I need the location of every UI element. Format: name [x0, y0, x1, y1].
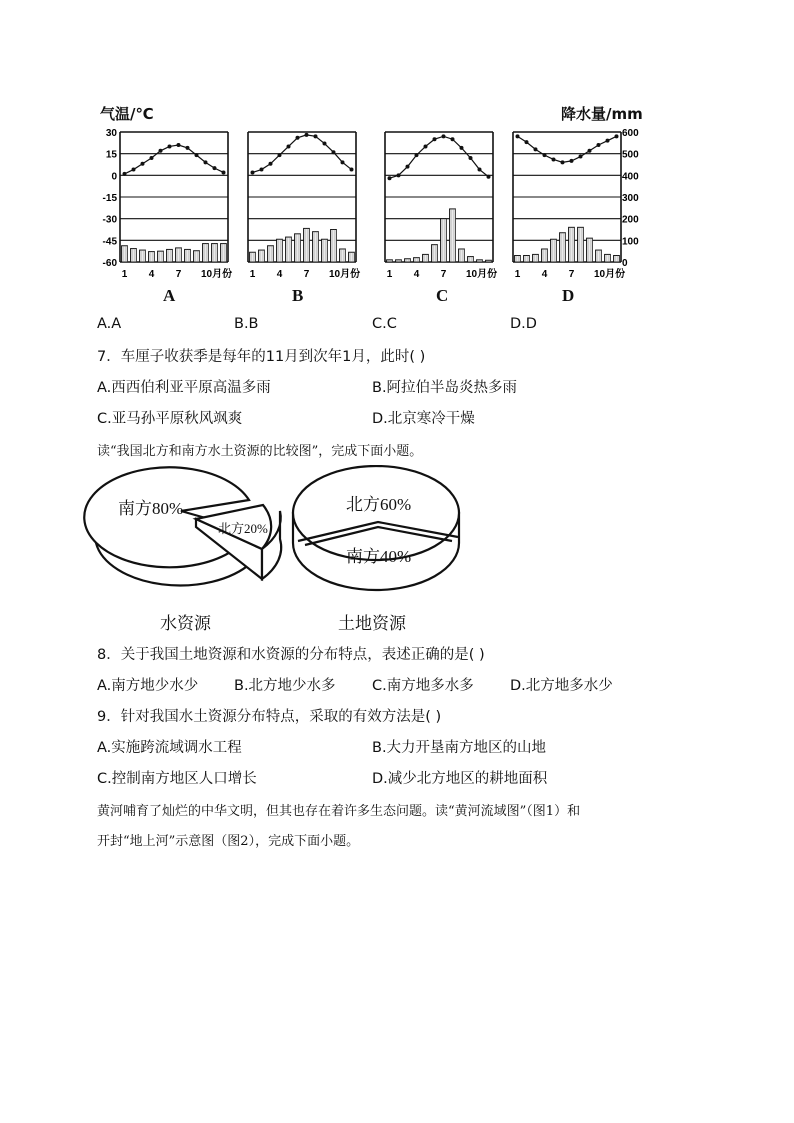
- water-north-label: 北方20%: [218, 521, 268, 536]
- temperature-point: [213, 166, 217, 170]
- precip-bar: [286, 237, 292, 262]
- precip-bar: [405, 259, 411, 262]
- temperature-point: [397, 173, 401, 177]
- q9-option-c[interactable]: C.控制南方地区人口增长: [97, 771, 257, 787]
- precip-bar: [551, 239, 557, 262]
- land-resource-pie: [293, 466, 459, 590]
- precip-bar: [441, 219, 447, 262]
- precip-bar: [396, 260, 402, 262]
- precip-tick-label: 300: [622, 193, 639, 204]
- precip-bar: [432, 245, 438, 262]
- month-tick-label: 1: [386, 269, 393, 280]
- temperature-point: [424, 144, 428, 148]
- temperature-point: [388, 176, 392, 180]
- precip-bar: [203, 244, 209, 262]
- precip-tick-label: 500: [622, 149, 639, 161]
- precip-bar: [515, 256, 521, 263]
- read-note-2-line1: 黄河哺育了灿烂的中华文明，但其也存在着许多生态问题。读“黄河流域图”（图1）和: [97, 804, 581, 819]
- precip-bar: [176, 248, 182, 262]
- water-pie-caption: 水资源: [160, 614, 211, 634]
- month-tick-label: 4: [276, 269, 283, 280]
- temperature-point: [561, 160, 565, 164]
- q8-option-c[interactable]: C.南方地多水多: [372, 678, 474, 694]
- temperature-point: [415, 153, 419, 157]
- temp-tick-label: 30: [105, 128, 117, 139]
- land-north-label: 北方60%: [346, 495, 412, 514]
- q7-option-d[interactable]: D.北京寒冷干燥: [372, 411, 475, 427]
- precip-bar: [277, 239, 283, 262]
- climate-panel-c: [385, 132, 497, 280]
- panel-label-b: B: [292, 286, 304, 305]
- precip-bar: [340, 249, 346, 262]
- precip-bar: [605, 254, 611, 262]
- q9-option-b[interactable]: B.大力开垦南方地区的山地: [372, 740, 547, 756]
- month-tick-label: 1: [514, 269, 521, 280]
- precip-bar: [450, 209, 456, 262]
- temperature-point: [579, 155, 583, 159]
- temperature-point: [141, 162, 145, 166]
- panel-label-a: A: [163, 286, 176, 305]
- q6-option-d[interactable]: D.D: [510, 316, 537, 332]
- temperature-point: [195, 153, 199, 157]
- q9-option-d[interactable]: D.减少北方地区的耕地面积: [372, 771, 548, 787]
- month-tick-label: 1: [249, 269, 256, 280]
- water-south-label: 南方80%: [118, 499, 184, 518]
- precip-bar: [614, 256, 620, 263]
- q6-option-c[interactable]: C.C: [372, 316, 397, 332]
- left-axis-title: 气温/℃: [100, 105, 154, 123]
- q9-option-a[interactable]: A.实施跨流域调水工程: [97, 740, 242, 756]
- temperature-point: [442, 134, 446, 138]
- precip-bar: [158, 251, 164, 262]
- land-south-label: 南方40%: [346, 547, 412, 566]
- q7-option-b[interactable]: B.阿拉伯半岛炎热多雨: [372, 380, 518, 396]
- q7-option-c[interactable]: C.亚马孙平原秋风飒爽: [97, 411, 243, 427]
- temperature-point: [123, 172, 127, 176]
- temperature-point: [469, 156, 473, 160]
- temp-tick-label: 15: [105, 149, 117, 161]
- temperature-point: [204, 160, 208, 164]
- temperature-point: [350, 168, 354, 172]
- precip-bar: [212, 244, 218, 262]
- temperature-point: [615, 134, 619, 138]
- precip-bar: [304, 228, 310, 262]
- temperature-point: [543, 153, 547, 157]
- precip-bar: [250, 252, 256, 262]
- precip-bar: [587, 238, 593, 262]
- q8-option-b[interactable]: B.北方地少水多: [234, 678, 336, 694]
- climate-panel-b: [248, 132, 360, 280]
- precip-bar: [194, 251, 200, 262]
- temperature-point: [278, 153, 282, 157]
- temperature-point: [478, 168, 482, 172]
- q7-stem: 7．车厘子收获季是每年的11月到次年1月，此时( ): [97, 349, 426, 365]
- read-note-2-line2: 开封“地上河”示意图（图2），完成下面小题。: [97, 834, 360, 849]
- precip-bar: [295, 234, 301, 262]
- climate-charts: [0, 120, 794, 320]
- temperature-point: [433, 137, 437, 141]
- precip-tick-label: 100: [622, 236, 639, 248]
- precip-bar: [268, 246, 274, 262]
- precip-bar: [477, 260, 483, 262]
- temperature-point: [186, 146, 190, 150]
- precip-bar: [221, 244, 227, 262]
- precip-bar: [542, 249, 548, 262]
- temperature-point: [516, 134, 520, 138]
- precip-bar: [486, 260, 492, 262]
- temperature-point: [487, 175, 491, 179]
- q6-option-a[interactable]: A.A: [97, 316, 122, 332]
- panel-label-c: C: [436, 286, 449, 305]
- precip-bar: [468, 257, 474, 262]
- temperature-point: [269, 162, 273, 166]
- precip-tick-label: 400: [622, 171, 639, 183]
- temperature-point: [132, 168, 136, 172]
- temperature-point: [287, 144, 291, 148]
- temperature-point: [552, 157, 556, 161]
- month-tick-label: 7: [303, 269, 310, 280]
- temperature-point: [314, 134, 318, 138]
- precip-bar: [596, 250, 602, 262]
- temperature-point: [451, 137, 455, 141]
- temperature-line: [518, 136, 617, 162]
- temperature-point: [260, 168, 264, 172]
- month-tick-label: 4: [148, 269, 155, 280]
- month-tick-label: 1: [121, 269, 128, 280]
- temperature-line: [125, 145, 224, 174]
- temperature-point: [159, 149, 163, 153]
- precip-bar: [185, 249, 191, 262]
- precip-bar: [524, 256, 530, 263]
- temperature-point: [222, 170, 226, 174]
- month-tick-label: 7: [440, 269, 447, 280]
- month-tick-label: 10月份: [329, 269, 361, 280]
- temperature-point: [296, 136, 300, 140]
- precip-bar: [149, 252, 155, 262]
- temperature-point: [406, 165, 410, 169]
- temperature-point: [323, 142, 327, 146]
- temperature-point: [251, 170, 255, 174]
- month-tick-label: 10月份: [594, 269, 626, 280]
- temp-tick-label: -30: [102, 214, 117, 226]
- temperature-point: [150, 156, 154, 160]
- temperature-point: [534, 147, 538, 151]
- precip-bar: [459, 249, 465, 262]
- month-tick-label: 4: [413, 269, 420, 280]
- precip-tick-label: 200: [622, 214, 639, 226]
- precip-bar: [122, 246, 128, 262]
- temperature-point: [332, 150, 336, 154]
- precip-bar: [578, 227, 584, 262]
- temp-tick-label: -60: [102, 258, 117, 269]
- precip-bar: [414, 258, 420, 262]
- q8-stem: 8．关于我国土地资源和水资源的分布特点，表述正确的是( ): [97, 647, 485, 663]
- precip-bar: [322, 239, 328, 262]
- climate-panel-d: [513, 132, 625, 280]
- precip-bar: [387, 260, 393, 262]
- precip-bar: [331, 230, 337, 263]
- q8-option-a[interactable]: A.南方地少水少: [97, 678, 199, 694]
- month-tick-label: 10月份: [201, 269, 233, 280]
- land-pie-caption: 土地资源: [338, 614, 406, 634]
- q7-option-a[interactable]: A.西西伯利亚平原高温多雨: [97, 380, 271, 396]
- right-axis-title: 降水量/mm: [561, 105, 643, 123]
- precip-bar: [313, 232, 319, 262]
- precip-bar: [140, 250, 146, 262]
- month-tick-label: 7: [175, 269, 182, 280]
- temperature-point: [305, 133, 309, 137]
- precip-bar: [560, 233, 566, 262]
- precip-tick-label: 0: [622, 258, 628, 269]
- q8-option-d[interactable]: D.北方地多水少: [510, 678, 613, 694]
- temperature-point: [588, 149, 592, 153]
- temp-tick-label: -45: [102, 236, 117, 248]
- month-tick-label: 7: [568, 269, 575, 280]
- precip-bar: [423, 254, 429, 262]
- precip-bar: [167, 249, 173, 262]
- precip-bar: [259, 250, 265, 262]
- temperature-point: [460, 146, 464, 150]
- precip-tick-label: 600: [622, 128, 639, 139]
- precip-bar: [569, 227, 575, 262]
- temp-tick-label: 0: [111, 171, 117, 183]
- read-note-1: 读“我国北方和南方水土资源的比较图”，完成下面小题。: [97, 444, 423, 459]
- temperature-point: [341, 160, 345, 164]
- temp-tick-label: -15: [102, 193, 117, 204]
- month-tick-label: 10月份: [466, 269, 498, 280]
- temperature-point: [606, 139, 610, 143]
- temperature-point: [168, 144, 172, 148]
- temperature-line: [390, 136, 489, 178]
- month-tick-label: 4: [541, 269, 548, 280]
- temperature-point: [177, 143, 181, 147]
- precip-bar: [131, 249, 137, 262]
- q9-stem: 9．针对我国水土资源分布特点，采取的有效方法是( ): [97, 709, 442, 725]
- temperature-point: [525, 140, 529, 144]
- precip-bar: [349, 252, 355, 262]
- temperature-point: [570, 159, 574, 163]
- precip-bar: [533, 254, 539, 262]
- panel-label-d: D: [562, 286, 575, 305]
- q6-option-b[interactable]: B.B: [234, 316, 259, 332]
- climate-panel-a: [120, 132, 232, 280]
- temperature-point: [597, 143, 601, 147]
